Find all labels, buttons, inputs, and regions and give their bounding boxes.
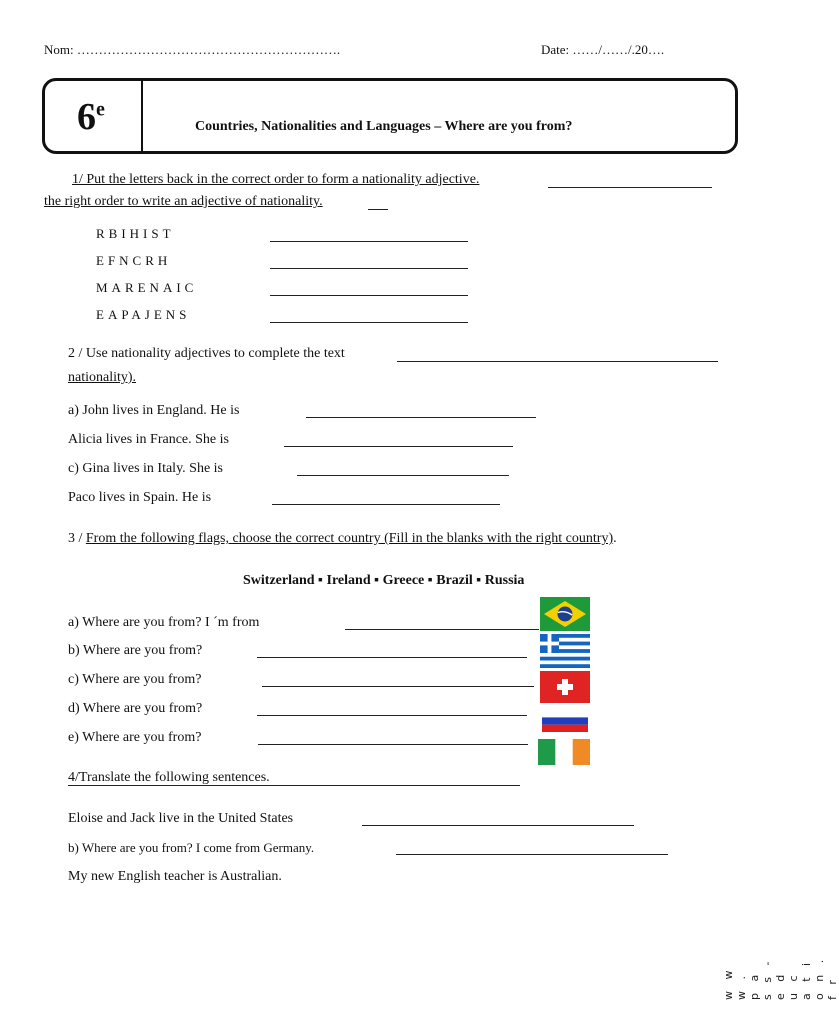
ex4-title-underline — [68, 785, 520, 786]
ex1-underline-2 — [368, 209, 388, 210]
ex3-blank-c[interactable] — [262, 686, 534, 687]
ex3-question-d: d) Where are you from? — [68, 701, 203, 716]
site-watermark: w w w . p a s s - e d u c a t i o n . f r — [722, 955, 839, 1000]
brazil-flag-icon — [540, 597, 590, 631]
ex2-sentence-c: c) Gina lives in Italy. She is — [68, 461, 224, 476]
ex2-underline — [397, 361, 718, 362]
answer-blank-1[interactable] — [270, 241, 468, 242]
ex4-blank-1[interactable] — [362, 825, 634, 826]
ex3-blank-d[interactable] — [257, 715, 527, 716]
country-list: Switzerland ▪ Ireland ▪ Greece ▪ Brazil ▪ Russia — [243, 573, 525, 588]
page-title: Countries, Nationalities and Languages – Where are you from? — [195, 119, 573, 134]
ex3-blank-b[interactable] — [257, 657, 527, 658]
ex3-question-e: e) Where are you from? — [68, 730, 202, 745]
ex3-question-b: b) Where are you from? — [68, 643, 203, 658]
scrambled-word-4: EAPAJENS — [96, 307, 191, 322]
switzerland-flag-icon — [540, 671, 590, 703]
ex2-sentence-a: a) John lives in England. He is — [68, 403, 240, 418]
ex2-blank-b[interactable] — [284, 446, 513, 447]
ex4-blank-2[interactable] — [396, 854, 668, 855]
scrambled-word-1: RBIHIST — [96, 226, 175, 241]
ex2-blank-a[interactable] — [306, 417, 536, 418]
grade-label: 6e — [77, 96, 105, 138]
ex4-sentence-3: My new English teacher is Australian. — [68, 869, 282, 884]
answer-blank-4[interactable] — [270, 322, 468, 323]
ex3-question-a: a) Where are you from? I ´m from — [68, 615, 260, 630]
ex4-sentence-2: b) Where are you from? I come from Germany. — [68, 840, 315, 855]
ex2-blank-c[interactable] — [297, 475, 509, 476]
title-box-divider — [141, 81, 143, 151]
date-field: Date: ……/……/.20…. — [541, 42, 665, 57]
ex2-sentence-b: Alicia lives in France. She is — [68, 432, 229, 447]
ireland-flag-icon — [538, 739, 590, 765]
greece-flag-icon — [540, 634, 590, 668]
scrambled-word-3: MARENAIC — [96, 280, 198, 295]
scrambled-word-2: EFNCRH — [96, 253, 172, 268]
russia-flag-icon — [542, 710, 588, 732]
ex3-question-c: c) Where are you from? — [68, 672, 202, 687]
ex2-instruction-line2: nationality). — [68, 370, 137, 385]
title-box — [42, 78, 738, 154]
ex4-title: 4/Translate the following sentences. — [68, 770, 270, 785]
ex1-instruction-line1: 1/ Put the letters back in the correct order to form a nationality adjective. — [72, 172, 480, 187]
ex1-underline — [548, 187, 712, 188]
ex2-instruction-line1: 2 / Use nationality adjectives to complete the text — [68, 346, 345, 361]
ex1-instruction-line2: the right order to write an adjective of nationality. — [44, 194, 323, 209]
ex2-blank-d[interactable] — [272, 504, 500, 505]
ex3-blank-e[interactable] — [258, 744, 528, 745]
ex2-sentence-d: Paco lives in Spain. He is — [68, 490, 212, 505]
ex3-instruction: 3 / From the following flags, choose the correct country (Fill in the blanks with the right country). — [68, 531, 617, 546]
answer-blank-2[interactable] — [270, 268, 468, 269]
nom-field: Nom: ……………………………………………………. — [44, 42, 341, 57]
ex3-blank-a[interactable] — [345, 629, 539, 630]
answer-blank-3[interactable] — [270, 295, 468, 296]
ex4-sentence-1: Eloise and Jack live in the United States — [68, 811, 294, 826]
